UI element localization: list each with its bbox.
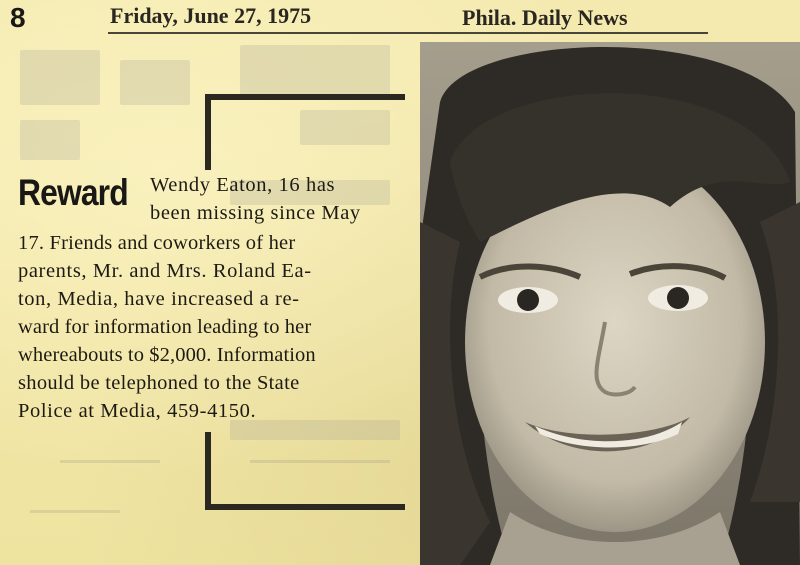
- article-line: whereabouts to $2,000. Information: [18, 344, 316, 366]
- bracket-rule-bottom: [205, 504, 405, 510]
- article-headline: Reward: [18, 172, 128, 213]
- article-line: Wendy Eaton, 16 has: [150, 174, 336, 196]
- bracket-rule-top: [205, 94, 405, 100]
- header-rule: [108, 32, 708, 34]
- portrait-photo-icon: [420, 42, 800, 565]
- article-line: should be telephoned to the State: [18, 372, 300, 394]
- article-line: ton, Media, have increased a re-: [18, 288, 300, 310]
- bracket-rule-bottom-vertical: [205, 432, 211, 510]
- publication-date: Friday, June 27, 1975: [110, 3, 312, 28]
- article-line: been missing since May: [150, 202, 361, 224]
- page-number: 8: [10, 2, 26, 33]
- publication-name: Phila. Daily News: [462, 5, 628, 30]
- clipping-header: [0, 0, 800, 38]
- article-line: ward for information leading to her: [18, 316, 312, 338]
- article-line: 17. Friends and coworkers of her: [18, 232, 296, 254]
- bracket-rule-top-vertical: [205, 94, 211, 170]
- article-line: Police at Media, 459-4150.: [18, 400, 257, 422]
- article-line: parents, Mr. and Mrs. Roland Ea-: [18, 260, 312, 282]
